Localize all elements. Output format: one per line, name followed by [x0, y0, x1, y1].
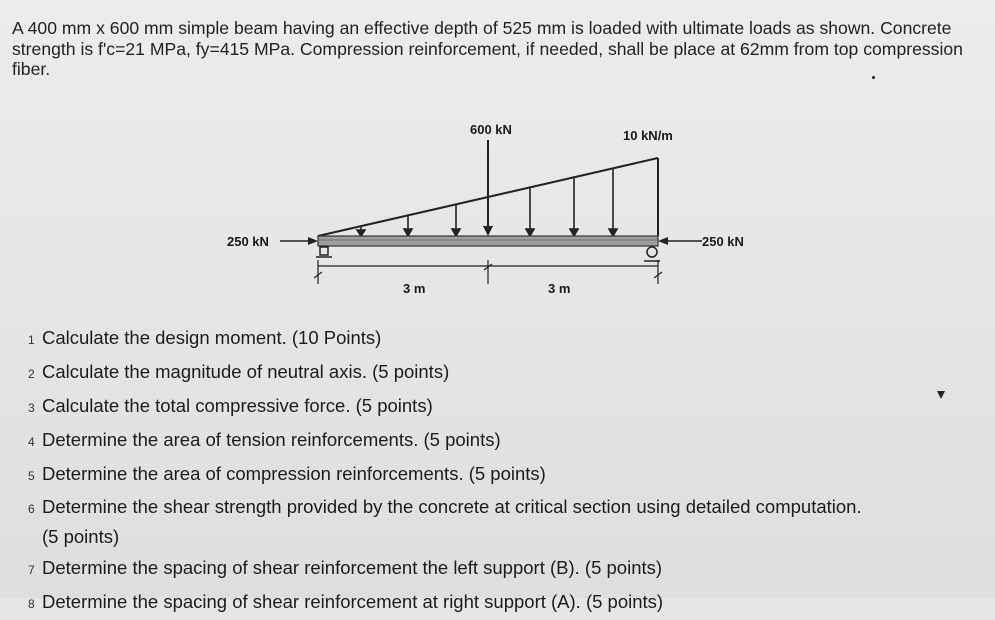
- point-load-label: 600 kN: [470, 122, 512, 137]
- question-item: 7 Determine the spacing of shear reinforcement the left support (B). (5 points): [28, 557, 663, 578]
- left-axial-arrowhead: [308, 237, 318, 245]
- problem-statement: A 400 mm x 600 mm simple beam having an effective depth of 525 mm is loaded with ultimate loads as shown. Concrete strength is f'c=21 MPa, fy=415 MPa. Compression reinforcement, if needed, shall be place at 62mm from top compression fiber.: [12, 18, 963, 79]
- distributed-load-label: 10 kN/m: [623, 128, 673, 143]
- question-item: 1 Calculate the design moment. (10 Points): [28, 327, 382, 348]
- span-right-label: 3 m: [548, 281, 571, 296]
- pin-support-left: [316, 247, 332, 257]
- question-item: 4 Determine the area of tension reinforcements. (5 points): [28, 429, 501, 450]
- point-load-arrowhead: [483, 226, 493, 236]
- question-item: 3 Calculate the total compressive force. (5 points): [28, 395, 433, 416]
- roller-support-right: [644, 247, 660, 261]
- question-item: 5 Determine the area of compression reinforcements. (5 points): [28, 463, 546, 484]
- beam-diagram: [218, 118, 778, 308]
- question-item: 8 Determine the spacing of shear reinforcement at right support (A). (5 points): [28, 591, 664, 612]
- question-item: 6 Determine the shear strength provided by the concrete at critical section using detailed computation. (5 points): [28, 496, 862, 547]
- right-axial-load-label: 250 kN: [702, 234, 744, 249]
- question-item: 2 Calculate the magnitude of neutral axis. (5 points): [28, 361, 450, 382]
- span-left-label: 3 m: [403, 281, 426, 296]
- beam: [318, 236, 658, 246]
- cursor-mark: [937, 391, 945, 399]
- stray-mark: [872, 76, 875, 79]
- question-list: [28, 322, 928, 620]
- right-axial-arrowhead: [658, 237, 668, 245]
- beam-diagram-svg: [218, 118, 778, 308]
- left-axial-load-label: 250 kN: [227, 234, 269, 249]
